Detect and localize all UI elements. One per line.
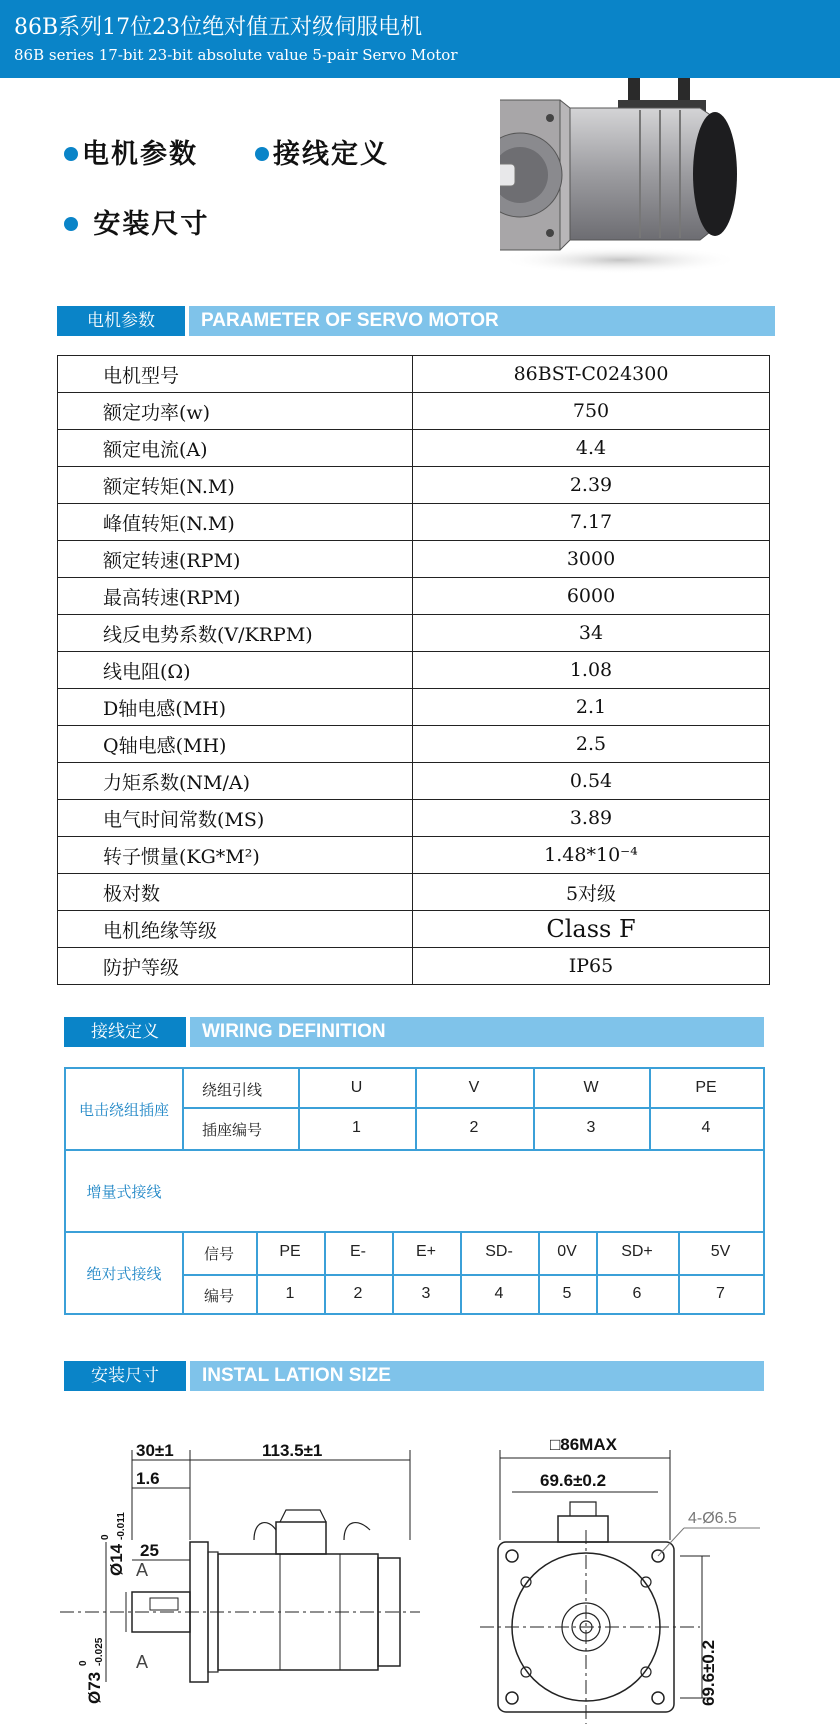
socket-number-cell: 2	[469, 1119, 479, 1136]
parameter-row	[58, 467, 770, 504]
parameter-row	[58, 578, 770, 615]
parameter-key: 最高转速(RPM)	[58, 578, 413, 615]
dim-shaft-len: 25	[140, 1541, 159, 1560]
parameter-value: IP65	[413, 948, 770, 985]
section-bar-params	[57, 306, 775, 336]
parameter-value: 3.89	[413, 800, 770, 837]
parameter-row	[58, 504, 770, 541]
nav-wiring[interactable]: 接线定义	[255, 132, 389, 171]
socket-number-cell: 3	[586, 1119, 596, 1136]
parameter-row	[58, 763, 770, 800]
dim-square: □86MAX	[550, 1435, 617, 1454]
signal-cell: SD-	[485, 1243, 513, 1260]
parameter-key: 电机型号	[58, 356, 413, 393]
parameter-row	[58, 615, 770, 652]
title-cn: 86B系列17位23位绝对值五对级伺服电机	[14, 15, 423, 40]
parameter-key: 力矩系数(NM/A)	[58, 763, 413, 800]
dim-flange-len: 30±1	[136, 1441, 174, 1460]
winding-lead-cell: V	[468, 1079, 480, 1096]
parameter-value: 0.54	[413, 763, 770, 800]
bullet-icon	[255, 147, 269, 161]
dim-shaft-tol-bot: -0.011	[116, 1512, 127, 1540]
signal-cell: SD+	[621, 1243, 653, 1260]
socket-number-cell: 4	[701, 1119, 711, 1136]
bullet-icon	[64, 147, 78, 161]
parameter-row	[58, 800, 770, 837]
parameter-key: 峰值转矩(N.M)	[58, 504, 413, 541]
parameter-row	[58, 837, 770, 874]
signal-number-cell: 2	[353, 1285, 363, 1302]
bullet-icon	[64, 217, 78, 231]
parameter-value: 5对级	[413, 874, 770, 911]
parameter-table	[57, 355, 770, 985]
parameter-value: 2.39	[413, 467, 770, 504]
parameter-row	[58, 430, 770, 467]
section-title-en: PARAMETER OF SERVO MOTOR	[189, 306, 775, 336]
parameter-key: 极对数	[58, 874, 413, 911]
section-title-cn: 接线定义	[64, 1017, 186, 1047]
section-title-cn: 电机参数	[57, 306, 185, 336]
absolute-wiring-label: 绝对式接线	[86, 1265, 162, 1283]
signal-cell: PE	[279, 1243, 301, 1260]
signal-cell: 5V	[710, 1243, 731, 1260]
parameter-value: 2.5	[413, 726, 770, 763]
parameter-value: 750	[413, 393, 770, 430]
number-label: 编号	[203, 1287, 234, 1305]
front-view-drawing	[470, 1430, 800, 1724]
parameter-value: 2.1	[413, 689, 770, 726]
page-header	[0, 0, 840, 78]
parameter-key: 额定功率(w)	[58, 393, 413, 430]
motor-socket-label: 电击绕组插座	[78, 1101, 169, 1119]
signal-number-cell: 1	[285, 1285, 295, 1302]
parameter-value: 1.08	[413, 652, 770, 689]
section-mark-top: A	[136, 1560, 149, 1580]
parameter-row	[58, 689, 770, 726]
winding-lead-cell: U	[350, 1079, 363, 1096]
parameter-value: 6000	[413, 578, 770, 615]
signal-number-cell: 7	[716, 1285, 725, 1302]
signal-label: 信号	[203, 1245, 234, 1263]
parameter-row	[58, 911, 770, 948]
parameter-key: 额定电流(A)	[58, 430, 413, 467]
section-bar-wiring	[64, 1017, 764, 1047]
parameter-key: 线电阻(Ω)	[58, 652, 413, 689]
parameter-key: 线反电势系数(V/KRPM)	[58, 615, 413, 652]
motor-product-image	[500, 78, 780, 278]
parameter-key: D轴电感(MH)	[58, 689, 413, 726]
dim-shaft-tol-top: 0	[100, 1534, 111, 1540]
winding-lead-cell: W	[583, 1079, 599, 1096]
parameter-row	[58, 726, 770, 763]
dim-pilot-tol-top: 0	[78, 1660, 89, 1666]
wiring-table	[64, 1067, 765, 1315]
signal-cell: 0V	[557, 1243, 577, 1260]
section-bar-install	[64, 1361, 764, 1391]
parameter-key: 电机绝缘等级	[58, 911, 413, 948]
winding-lead-cell: PE	[695, 1079, 717, 1096]
parameter-value: 86BST-C024300	[413, 356, 770, 393]
section-title-en: INSTAL LATION SIZE	[190, 1361, 764, 1391]
signal-cell: E-	[350, 1243, 366, 1260]
parameter-key: 转子惯量(KG*M²)	[58, 837, 413, 874]
parameter-row	[58, 652, 770, 689]
dim-pilot-tol-bot: -0.025	[94, 1637, 105, 1666]
socket-number-cell: 1	[352, 1119, 361, 1136]
dim-shoulder: 1.6	[136, 1469, 160, 1488]
parameter-value: 7.17	[413, 504, 770, 541]
parameter-value: 34	[413, 615, 770, 652]
parameter-key: 防护等级	[58, 948, 413, 985]
section-title-en: WIRING DEFINITION	[190, 1017, 764, 1047]
signal-cell: E+	[415, 1243, 436, 1260]
socket-number-label: 插座编号	[201, 1121, 262, 1139]
parameter-row	[58, 874, 770, 911]
signal-number-cell: 6	[632, 1285, 642, 1302]
dim-pilot-dia: Ø73	[85, 1671, 104, 1704]
winding-lead-label: 绕组引线	[201, 1081, 262, 1099]
section-title-cn: 安装尺寸	[64, 1361, 186, 1391]
parameter-value: Class F	[413, 911, 770, 948]
incremental-wiring-label: 增量式接线	[86, 1183, 162, 1201]
dim-holes: 4-Ø6.5	[688, 1510, 737, 1527]
parameter-key: 额定转矩(N.M)	[58, 467, 413, 504]
parameter-key: 电气时间常数(MS)	[58, 800, 413, 837]
parameter-value: 3000	[413, 541, 770, 578]
parameter-row	[58, 393, 770, 430]
parameter-value: 4.4	[413, 430, 770, 467]
nav-params[interactable]: 电机参数	[64, 132, 198, 171]
nav-install[interactable]: 安装尺寸	[64, 202, 209, 241]
parameter-key: Q轴电感(MH)	[58, 726, 413, 763]
signal-number-cell: 4	[494, 1285, 504, 1302]
signal-number-cell: 3	[421, 1285, 431, 1302]
side-view-drawing	[40, 1430, 440, 1724]
dim-body-len: 113.5±1	[262, 1441, 323, 1460]
dim-hole-pitch-v: 69.6±0.2	[699, 1639, 718, 1706]
parameter-row	[58, 541, 770, 578]
section-mark-bottom: A	[136, 1652, 149, 1672]
dim-shaft-dia: Ø14	[107, 1543, 126, 1576]
parameter-row	[58, 356, 770, 393]
dim-hole-pitch-h: 69.6±0.2	[540, 1471, 607, 1490]
signal-number-cell: 5	[562, 1285, 572, 1302]
parameter-key: 额定转速(RPM)	[58, 541, 413, 578]
parameter-value: 1.48*10⁻⁴	[413, 837, 770, 874]
title-en: 86B series 17-bit 23-bit absolute value 5-pair Servo Motor	[14, 46, 458, 64]
parameter-row	[58, 948, 770, 985]
